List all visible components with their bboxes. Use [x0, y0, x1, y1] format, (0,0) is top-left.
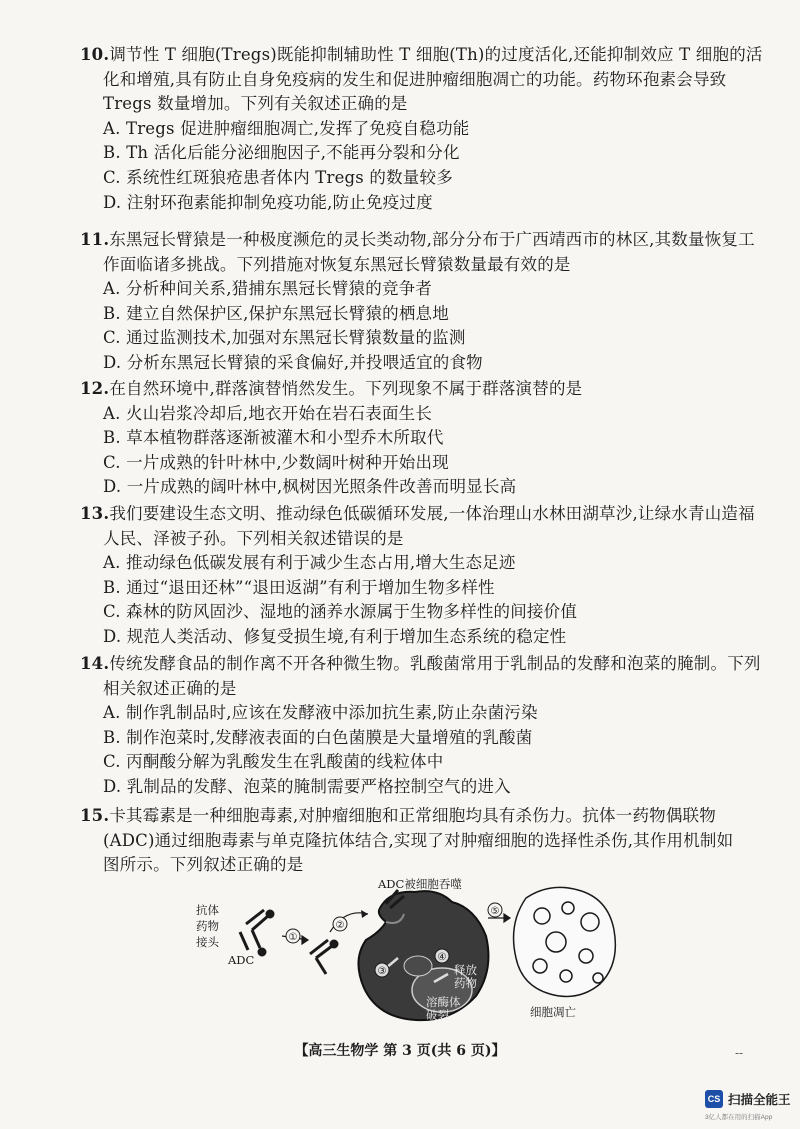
question-stem-first-line	[80, 503, 755, 525]
step-5-label: ⑤	[490, 906, 500, 917]
question-stem-text: 卡其霉素是一种细胞毒素,对肿瘤细胞和正常细胞均具有杀伤力。抗体一药物偶联物	[109, 806, 716, 825]
answer-option: D. 一片成熟的阔叶林中,枫树因光照条件改善而明显长高	[103, 477, 517, 497]
question-stem-text: 在自然环境中,群落演替悄然发生。下列现象不属于群落演替的是	[109, 379, 583, 398]
label-release: 释放药物	[454, 963, 477, 990]
question-stem-text: 我们要建设生态文明、推动绿色低碳循环发展,一体治理山水林田湖草沙,让绿水青山造福	[109, 504, 755, 523]
answer-option: B. 草本植物群落逐渐被灌木和小型乔木所取代	[103, 428, 444, 448]
question-stem-text: 调节性 T 细胞(Tregs)既能抑制辅助性 T 细胞(Th)的过度活化,还能抑制效应 T 细胞的活	[109, 45, 763, 64]
label-drug: 药物	[196, 919, 219, 933]
question-stem-text: 相关叙述正确的是	[103, 678, 237, 698]
scanner-watermark	[705, 1088, 800, 1126]
answer-option: C. 通过监测技术,加强对东黑冠长臂猿数量的监测	[103, 328, 466, 348]
answer-option: C. 一片成熟的针叶林中,少数阔叶树种开始出现	[103, 452, 449, 472]
question-stem-line	[103, 528, 404, 550]
question-stem-text: 传统发酵食品的制作离不开各种微生物。乳酸菌常用于乳制品的发酵和泡菜的腌制。下列	[109, 654, 761, 673]
question-number: 10.	[80, 45, 110, 64]
question-stem-text: 作面临诸多挑战。下列措施对恢复东黑冠长臂猿数量最有效的是	[103, 254, 571, 274]
answer-option: C. 系统性红斑狼疮患者体内 Tregs 的数量较多	[103, 168, 453, 187]
answer-option: D. 分析东黑冠长臂猿的采食偏好,并投喂适宜的食物	[103, 353, 483, 372]
question-stem-text: 化和增殖,具有防止自身免疫病的发生和促进肿瘤细胞凋亡的功能。药物环孢素会导致	[103, 69, 727, 89]
answer-option: A. Tregs 促进肿瘤细胞凋亡,发挥了免疫自稳功能	[103, 118, 470, 138]
answer-option: C. 森林的防风固沙、湿地的涵养水源属于生物多样性的间接价值	[103, 602, 578, 622]
label-adc: ADC	[228, 953, 255, 967]
question-stem-line	[103, 254, 571, 276]
question-stem-line	[103, 830, 733, 852]
answer-option: C. 丙酮酸分解为乳酸发生在乳酸菌的线粒体中	[103, 752, 444, 772]
answer-option: B. 建立自然保护区,保护东黑冠长臂猿的栖息地	[103, 303, 449, 323]
answer-option: D. 注射环孢素能抑制免疫功能,防止免疫过度	[103, 192, 433, 212]
question-stem-first-line	[80, 378, 582, 400]
step-2-label: ②	[335, 920, 345, 931]
answer-option: A. 火山岩浆冷却后,地衣开始在岩石表面生长	[103, 403, 433, 423]
answer-option: A. 制作乳制品时,应该在发酵液中添加抗生素,防止杂菌污染	[103, 703, 538, 723]
question-stem-text: 东黑冠长臂猿是一种极度濒危的灵长类动物,部分分布于广西靖西市的林区,其数量恢复工	[109, 230, 755, 249]
adc-molecule-mid	[310, 940, 337, 974]
step-1-label: ①	[288, 932, 298, 943]
adc-mechanism-figure	[190, 878, 630, 1028]
question-stem-text: Tregs 数量增加。下列有关叙述正确的是	[103, 94, 408, 114]
step-3-label: ③	[377, 966, 387, 977]
page-footer: 【高三生物学 第 3 页(共 6 页)】	[294, 1043, 506, 1059]
question-number: 13.	[80, 504, 110, 523]
answer-option: B. Th 活化后能分泌细胞因子,不能再分裂和分化	[103, 143, 460, 163]
apoptotic-cell	[514, 887, 616, 996]
answer-option: D. 乳制品的发酵、泡菜的腌制需要严格控制空气的进入	[103, 777, 511, 796]
scanner-subtitle: 3亿人都在用的扫描App	[705, 1114, 773, 1121]
question-stem-first-line	[80, 653, 761, 675]
question-stem-line	[103, 93, 408, 115]
step-4-label: ④	[437, 952, 447, 963]
question-number: 11.	[80, 230, 110, 249]
question-stem-text: (ADC)通过细胞毒素与单克隆抗体结合,实现了对肿瘤细胞的选择性杀伤,其作用机制如	[103, 830, 734, 850]
question-stem-first-line	[80, 805, 716, 827]
answer-option: B. 制作泡菜时,发酵液表面的白色菌膜是大量增殖的乳酸菌	[103, 727, 533, 747]
camscanner-logo-icon: CS	[705, 1090, 723, 1108]
question-stem-line	[103, 678, 237, 700]
question-stem-text: 人民、泽被子孙。下列相关叙述错误的是	[103, 528, 404, 548]
question-stem-line	[103, 69, 726, 91]
question-stem-first-line	[80, 44, 763, 66]
answer-option: A. 推动绿色低碳发展有利于减少生态占用,增大生态足迹	[103, 553, 516, 573]
answer-option: B. 通过“退田还林”“退田返湖”有利于增加生物多样性	[103, 577, 495, 597]
label-apoptosis: 细胞凋亡	[530, 1005, 576, 1019]
scanner-title: 扫描全能王	[728, 1093, 791, 1107]
question-number: 14.	[80, 654, 110, 673]
label-antibody: 抗体	[196, 903, 219, 917]
question-stem-line	[103, 854, 303, 876]
footer-dash: --	[735, 1046, 744, 1060]
label-engulf: ADC被细胞吞噬	[378, 877, 462, 891]
question-number: 15.	[80, 806, 110, 825]
label-linker: 接头	[196, 935, 219, 949]
question-stem-text: 图所示。下列叙述正确的是	[103, 855, 304, 875]
adc-molecule-left	[240, 910, 273, 955]
endosome	[404, 956, 432, 976]
question-stem-first-line	[80, 229, 755, 251]
answer-option: D. 规范人类活动、修复受损生境,有利于增加生态系统的稳定性	[103, 627, 567, 646]
answer-option: A. 分析种间关系,猎捕东黑冠长臂猿的竞争者	[103, 279, 433, 299]
label-lysosome-rupture: 溶酶体破裂	[426, 995, 461, 1022]
question-number: 12.	[80, 379, 110, 398]
